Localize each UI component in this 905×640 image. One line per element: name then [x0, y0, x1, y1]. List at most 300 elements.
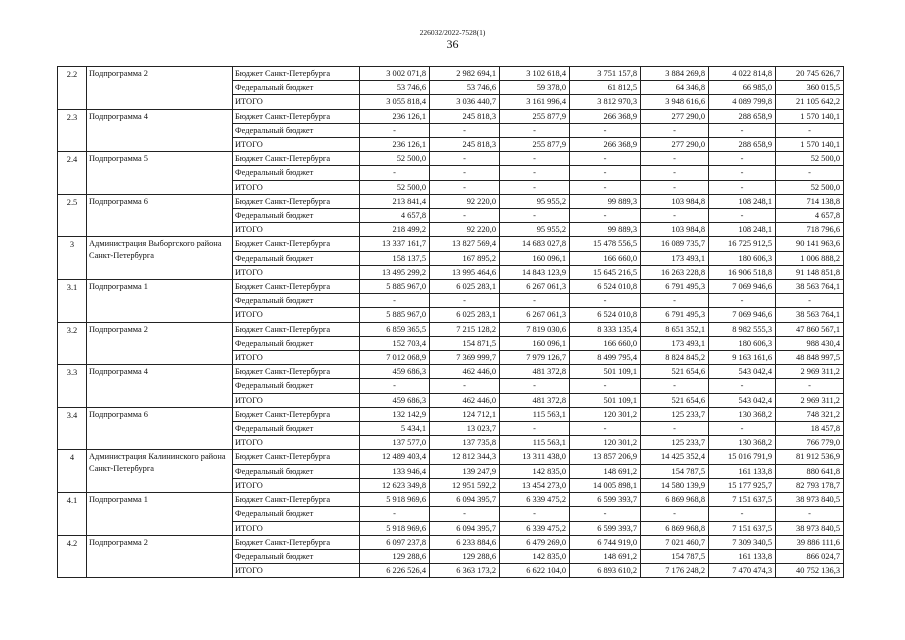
total-cell: 866 024,7 [776, 549, 844, 563]
amount-cell: 15 478 556,5 [570, 237, 641, 251]
amount-cell: 137 735,8 [430, 436, 500, 450]
funding-source: ИТОГО [233, 265, 360, 279]
amount-cell: - [500, 123, 570, 137]
funding-source: Федеральный бюджет [233, 123, 360, 137]
amount-cell: - [641, 379, 709, 393]
amount-cell: 16 906 518,8 [709, 265, 776, 279]
amount-cell: 13 023,7 [430, 422, 500, 436]
amount-cell: 6 524 010,8 [570, 308, 641, 322]
amount-cell: 459 686,3 [360, 365, 430, 379]
amount-cell: 132 142,9 [360, 407, 430, 421]
table-row [58, 450, 844, 464]
amount-cell: 6 893 610,2 [570, 564, 641, 578]
row-number: 4.1 [58, 493, 87, 536]
amount-cell: 7 021 460,7 [641, 535, 709, 549]
amount-cell: 288 658,9 [709, 109, 776, 123]
total-cell: 38 973 840,5 [776, 521, 844, 535]
amount-cell: 154 871,5 [430, 336, 500, 350]
amount-cell: 53 746,6 [360, 81, 430, 95]
amount-cell: 277 290,0 [641, 109, 709, 123]
program-name: Подпрограмма 5 [87, 152, 233, 195]
amount-cell: - [360, 123, 430, 137]
amount-cell: - [709, 152, 776, 166]
funding-source: Федеральный бюджет [233, 507, 360, 521]
total-cell: - [776, 166, 844, 180]
amount-cell: 16 725 912,5 [709, 237, 776, 251]
funding-source: Бюджет Санкт-Петербурга [233, 493, 360, 507]
amount-cell: 12 623 349,8 [360, 478, 430, 492]
amount-cell: 13 495 299,2 [360, 265, 430, 279]
total-cell: 52 500,0 [776, 180, 844, 194]
amount-cell: 16 089 735,7 [641, 237, 709, 251]
amount-cell: 3 948 616,6 [641, 95, 709, 109]
funding-source: Федеральный бюджет [233, 422, 360, 436]
amount-cell: - [500, 180, 570, 194]
amount-cell: 14 683 027,8 [500, 237, 570, 251]
row-number: 2.2 [58, 67, 87, 110]
amount-cell: - [641, 180, 709, 194]
amount-cell: 12 489 403,4 [360, 450, 430, 464]
table-row [58, 322, 844, 336]
amount-cell: 266 368,9 [570, 138, 641, 152]
amount-cell: 6 233 884,6 [430, 535, 500, 549]
amount-cell: 15 177 925,7 [709, 478, 776, 492]
funding-source: Бюджет Санкт-Петербурга [233, 365, 360, 379]
amount-cell: 288 658,9 [709, 138, 776, 152]
amount-cell: 148 691,2 [570, 549, 641, 563]
amount-cell: 3 812 970,3 [570, 95, 641, 109]
amount-cell: 521 654,6 [641, 365, 709, 379]
amount-cell: 15 016 791,9 [709, 450, 776, 464]
row-number: 4.2 [58, 535, 87, 578]
program-name: Подпрограмма 2 [87, 67, 233, 110]
amount-cell: - [500, 379, 570, 393]
amount-cell: 92 220,0 [430, 194, 500, 208]
program-name: Администрация Калининского района Санкт-Петербурга [87, 450, 233, 493]
amount-cell: 6 599 393,7 [570, 493, 641, 507]
funding-source: ИТОГО [233, 95, 360, 109]
program-name: Подпрограмма 4 [87, 109, 233, 152]
amount-cell: 133 946,4 [360, 464, 430, 478]
amount-cell: - [570, 422, 641, 436]
amount-cell: 3 884 269,8 [641, 67, 709, 81]
budget-table [57, 66, 844, 578]
amount-cell: 236 126,1 [360, 109, 430, 123]
amount-cell: 14 843 123,9 [500, 265, 570, 279]
amount-cell: - [430, 209, 500, 223]
amount-cell: 6 744 919,0 [570, 535, 641, 549]
amount-cell: 12 812 344,3 [430, 450, 500, 464]
amount-cell: 14 425 352,4 [641, 450, 709, 464]
amount-cell: 7 012 068,9 [360, 351, 430, 365]
amount-cell: - [709, 507, 776, 521]
amount-cell: - [709, 123, 776, 137]
table-row [58, 194, 844, 208]
funding-source: Бюджет Санкт-Петербурга [233, 152, 360, 166]
amount-cell: 120 301,2 [570, 407, 641, 421]
amount-cell: - [570, 379, 641, 393]
row-number: 2.4 [58, 152, 87, 195]
amount-cell: 160 096,1 [500, 336, 570, 350]
amount-cell: 6 869 968,8 [641, 493, 709, 507]
amount-cell: - [360, 294, 430, 308]
funding-source: Бюджет Санкт-Петербурга [233, 109, 360, 123]
amount-cell: 99 889,3 [570, 223, 641, 237]
amount-cell: 103 984,8 [641, 223, 709, 237]
amount-cell: 7 176 248,2 [641, 564, 709, 578]
amount-cell: 255 877,9 [500, 109, 570, 123]
amount-cell: 6 791 495,3 [641, 280, 709, 294]
amount-cell: 7 215 128,2 [430, 322, 500, 336]
amount-cell: - [570, 180, 641, 194]
amount-cell: 103 984,8 [641, 194, 709, 208]
amount-cell: - [641, 422, 709, 436]
funding-source: ИТОГО [233, 478, 360, 492]
amount-cell: - [709, 422, 776, 436]
total-cell: 90 141 963,6 [776, 237, 844, 251]
table-row [58, 152, 844, 166]
program-name: Подпрограмма 2 [87, 322, 233, 365]
amount-cell: 277 290,0 [641, 138, 709, 152]
amount-cell: 4 022 814,8 [709, 67, 776, 81]
amount-cell: 462 446,0 [430, 365, 500, 379]
amount-cell: - [360, 166, 430, 180]
amount-cell: 52 500,0 [360, 180, 430, 194]
amount-cell: 8 333 135,4 [570, 322, 641, 336]
amount-cell: 245 818,3 [430, 138, 500, 152]
row-number: 3.4 [58, 407, 87, 450]
amount-cell: 6 094 395,7 [430, 521, 500, 535]
amount-cell: 161 133,8 [709, 549, 776, 563]
amount-cell: 152 703,4 [360, 336, 430, 350]
total-cell: 52 500,0 [776, 152, 844, 166]
amount-cell: 66 985,0 [709, 81, 776, 95]
amount-cell: 3 002 071,8 [360, 67, 430, 81]
amount-cell: 236 126,1 [360, 138, 430, 152]
amount-cell: 99 889,3 [570, 194, 641, 208]
amount-cell: 6 479 269,0 [500, 535, 570, 549]
amount-cell: 6 226 526,4 [360, 564, 430, 578]
table-row [58, 280, 844, 294]
funding-source: Бюджет Санкт-Петербурга [233, 280, 360, 294]
amount-cell: 173 493,1 [641, 251, 709, 265]
funding-source: ИТОГО [233, 564, 360, 578]
amount-cell: 7 369 999,7 [430, 351, 500, 365]
amount-cell: 142 835,0 [500, 464, 570, 478]
program-name: Подпрограмма 4 [87, 365, 233, 408]
amount-cell: 7 470 474,3 [709, 564, 776, 578]
amount-cell: 8 982 555,3 [709, 322, 776, 336]
total-cell: 39 886 111,6 [776, 535, 844, 549]
program-name: Подпрограмма 6 [87, 194, 233, 237]
amount-cell: 6 267 061,3 [500, 280, 570, 294]
total-cell: 714 138,8 [776, 194, 844, 208]
amount-cell: 120 301,2 [570, 436, 641, 450]
amount-cell: 3 161 996,4 [500, 95, 570, 109]
funding-source: Бюджет Санкт-Петербурга [233, 67, 360, 81]
funding-source: Федеральный бюджет [233, 549, 360, 563]
row-number: 3 [58, 237, 87, 280]
amount-cell: 52 500,0 [360, 152, 430, 166]
amount-cell: 108 248,1 [709, 194, 776, 208]
program-name: Подпрограмма 6 [87, 407, 233, 450]
amount-cell: - [500, 422, 570, 436]
amount-cell: - [641, 166, 709, 180]
amount-cell: - [641, 294, 709, 308]
amount-cell: 15 645 216,5 [570, 265, 641, 279]
amount-cell: 7 979 126,7 [500, 351, 570, 365]
amount-cell: 108 248,1 [709, 223, 776, 237]
amount-cell: 14 005 898,1 [570, 478, 641, 492]
total-cell: 38 563 764,1 [776, 280, 844, 294]
amount-cell: 213 841,4 [360, 194, 430, 208]
amount-cell: 7 069 946,6 [709, 280, 776, 294]
row-number: 4 [58, 450, 87, 493]
program-name: Администрация Выборгского района Санкт-Петербурга [87, 237, 233, 280]
amount-cell: 7 151 637,5 [709, 493, 776, 507]
funding-source: ИТОГО [233, 393, 360, 407]
total-cell: 18 457,8 [776, 422, 844, 436]
table-row [58, 109, 844, 123]
amount-cell: 124 712,1 [430, 407, 500, 421]
document-id: 226032/2022-7528(1) [419, 28, 486, 37]
amount-cell: - [430, 294, 500, 308]
amount-cell: - [709, 180, 776, 194]
amount-cell: 139 247,9 [430, 464, 500, 478]
amount-cell: 13 857 206,9 [570, 450, 641, 464]
amount-cell: 3 036 440,7 [430, 95, 500, 109]
amount-cell: 6 363 173,2 [430, 564, 500, 578]
amount-cell: 115 563,1 [500, 436, 570, 450]
amount-cell: - [709, 294, 776, 308]
amount-cell: 7 069 946,6 [709, 308, 776, 322]
page-number: 36 [446, 37, 459, 51]
total-cell: 360 015,5 [776, 81, 844, 95]
amount-cell: 125 233,7 [641, 407, 709, 421]
total-cell: 1 006 888,2 [776, 251, 844, 265]
total-cell: - [776, 507, 844, 521]
amount-cell: 130 368,2 [709, 436, 776, 450]
amount-cell: 3 055 818,4 [360, 95, 430, 109]
funding-source: ИТОГО [233, 308, 360, 322]
amount-cell: 95 955,2 [500, 223, 570, 237]
amount-cell: 7 819 030,6 [500, 322, 570, 336]
amount-cell: 5 918 969,6 [360, 493, 430, 507]
amount-cell: 167 895,2 [430, 251, 500, 265]
total-cell: 4 657,8 [776, 209, 844, 223]
funding-source: Бюджет Санкт-Петербурга [233, 237, 360, 251]
row-number: 2.3 [58, 109, 87, 152]
amount-cell: 16 263 228,8 [641, 265, 709, 279]
amount-cell: 161 133,8 [709, 464, 776, 478]
amount-cell: 5 434,1 [360, 422, 430, 436]
funding-source: Бюджет Санкт-Петербурга [233, 194, 360, 208]
funding-source: Бюджет Санкт-Петербурга [233, 535, 360, 549]
amount-cell: - [430, 152, 500, 166]
amount-cell: 459 686,3 [360, 393, 430, 407]
amount-cell: 148 691,2 [570, 464, 641, 478]
amount-cell: - [500, 507, 570, 521]
program-name: Подпрограмма 1 [87, 280, 233, 323]
funding-source: Федеральный бюджет [233, 464, 360, 478]
table-row [58, 67, 844, 81]
amount-cell: - [641, 507, 709, 521]
amount-cell: 501 109,1 [570, 393, 641, 407]
amount-cell: 6 599 393,7 [570, 521, 641, 535]
amount-cell: 129 288,6 [360, 549, 430, 563]
funding-source: Федеральный бюджет [233, 209, 360, 223]
amount-cell: 501 109,1 [570, 365, 641, 379]
total-cell: 20 745 626,7 [776, 67, 844, 81]
amount-cell: 2 982 694,1 [430, 67, 500, 81]
total-cell: 21 105 642,2 [776, 95, 844, 109]
amount-cell: - [360, 507, 430, 521]
funding-source: Федеральный бюджет [233, 379, 360, 393]
amount-cell: 115 563,1 [500, 407, 570, 421]
amount-cell: 154 787,5 [641, 464, 709, 478]
total-cell: - [776, 379, 844, 393]
table-body [58, 67, 844, 578]
amount-cell: - [570, 152, 641, 166]
amount-cell: 5 885 967,0 [360, 280, 430, 294]
amount-cell: - [430, 123, 500, 137]
amount-cell: 129 288,6 [430, 549, 500, 563]
amount-cell: 7 151 637,5 [709, 521, 776, 535]
amount-cell: 130 368,2 [709, 407, 776, 421]
funding-source: Бюджет Санкт-Петербурга [233, 322, 360, 336]
amount-cell: 6 025 283,1 [430, 280, 500, 294]
funding-source: ИТОГО [233, 436, 360, 450]
funding-source: ИТОГО [233, 180, 360, 194]
total-cell: 748 321,2 [776, 407, 844, 421]
amount-cell: 125 233,7 [641, 436, 709, 450]
total-cell: 1 570 140,1 [776, 138, 844, 152]
table-row [58, 237, 844, 251]
funding-source: ИТОГО [233, 138, 360, 152]
amount-cell: 5 885 967,0 [360, 308, 430, 322]
amount-cell: 543 042,4 [709, 393, 776, 407]
amount-cell: 6 339 475,2 [500, 493, 570, 507]
amount-cell: - [709, 209, 776, 223]
amount-cell: 481 372,8 [500, 393, 570, 407]
amount-cell: 13 311 438,0 [500, 450, 570, 464]
amount-cell: 4 657,8 [360, 209, 430, 223]
amount-cell: 6 097 237,8 [360, 535, 430, 549]
amount-cell: 6 859 365,5 [360, 322, 430, 336]
amount-cell: 160 096,1 [500, 251, 570, 265]
amount-cell: 92 220,0 [430, 223, 500, 237]
total-cell: 81 912 536,9 [776, 450, 844, 464]
row-number: 3.1 [58, 280, 87, 323]
total-cell: 91 148 851,8 [776, 265, 844, 279]
funding-source: ИТОГО [233, 351, 360, 365]
funding-source: Федеральный бюджет [233, 81, 360, 95]
amount-cell: - [570, 123, 641, 137]
amount-cell: 6 524 010,8 [570, 280, 641, 294]
amount-cell: 543 042,4 [709, 365, 776, 379]
amount-cell: 166 660,0 [570, 336, 641, 350]
funding-source: Бюджет Санкт-Петербурга [233, 450, 360, 464]
total-cell: 718 796,6 [776, 223, 844, 237]
amount-cell: - [430, 180, 500, 194]
amount-cell: 137 577,0 [360, 436, 430, 450]
amount-cell: 13 827 569,4 [430, 237, 500, 251]
amount-cell: - [570, 166, 641, 180]
amount-cell: 95 955,2 [500, 194, 570, 208]
amount-cell: 6 622 104,0 [500, 564, 570, 578]
amount-cell: 481 372,8 [500, 365, 570, 379]
funding-source: Федеральный бюджет [233, 166, 360, 180]
funding-source: Федеральный бюджет [233, 336, 360, 350]
amount-cell: - [430, 166, 500, 180]
amount-cell: - [500, 152, 570, 166]
total-cell: - [776, 123, 844, 137]
table-row [58, 407, 844, 421]
amount-cell: 6 094 395,7 [430, 493, 500, 507]
amount-cell: 6 339 475,2 [500, 521, 570, 535]
amount-cell: - [360, 379, 430, 393]
amount-cell: 3 751 157,8 [570, 67, 641, 81]
table-row [58, 493, 844, 507]
total-cell: 40 752 136,3 [776, 564, 844, 578]
total-cell: 766 779,0 [776, 436, 844, 450]
amount-cell: 266 368,9 [570, 109, 641, 123]
amount-cell: 8 651 352,1 [641, 322, 709, 336]
amount-cell: 13 454 273,0 [500, 478, 570, 492]
amount-cell: 158 137,5 [360, 251, 430, 265]
amount-cell: 180 606,3 [709, 336, 776, 350]
funding-source: Федеральный бюджет [233, 294, 360, 308]
amount-cell: - [500, 209, 570, 223]
amount-cell: - [709, 166, 776, 180]
amount-cell: 173 493,1 [641, 336, 709, 350]
amount-cell: 59 378,0 [500, 81, 570, 95]
amount-cell: 8 499 795,4 [570, 351, 641, 365]
amount-cell: - [500, 166, 570, 180]
amount-cell: - [570, 209, 641, 223]
amount-cell: 142 835,0 [500, 549, 570, 563]
amount-cell: 255 877,9 [500, 138, 570, 152]
amount-cell: 6 025 283,1 [430, 308, 500, 322]
amount-cell: - [641, 152, 709, 166]
program-name: Подпрограмма 2 [87, 535, 233, 578]
amount-cell: 13 337 161,7 [360, 237, 430, 251]
row-number: 2.5 [58, 194, 87, 237]
funding-source: ИТОГО [233, 521, 360, 535]
amount-cell: 166 660,0 [570, 251, 641, 265]
amount-cell: - [570, 507, 641, 521]
table-row [58, 365, 844, 379]
amount-cell: 53 746,6 [430, 81, 500, 95]
amount-cell: 9 163 161,6 [709, 351, 776, 365]
amount-cell: 6 267 061,3 [500, 308, 570, 322]
amount-cell: 13 995 464,6 [430, 265, 500, 279]
total-cell: - [776, 294, 844, 308]
amount-cell: - [641, 123, 709, 137]
amount-cell: 5 918 969,6 [360, 521, 430, 535]
amount-cell: 218 499,2 [360, 223, 430, 237]
amount-cell: 521 654,6 [641, 393, 709, 407]
amount-cell: - [641, 209, 709, 223]
amount-cell: - [430, 507, 500, 521]
total-cell: 48 848 997,5 [776, 351, 844, 365]
amount-cell: 61 812,5 [570, 81, 641, 95]
total-cell: 38 973 840,5 [776, 493, 844, 507]
amount-cell: 6 869 968,8 [641, 521, 709, 535]
funding-source: Федеральный бюджет [233, 251, 360, 265]
amount-cell: 12 951 592,2 [430, 478, 500, 492]
total-cell: 1 570 140,1 [776, 109, 844, 123]
